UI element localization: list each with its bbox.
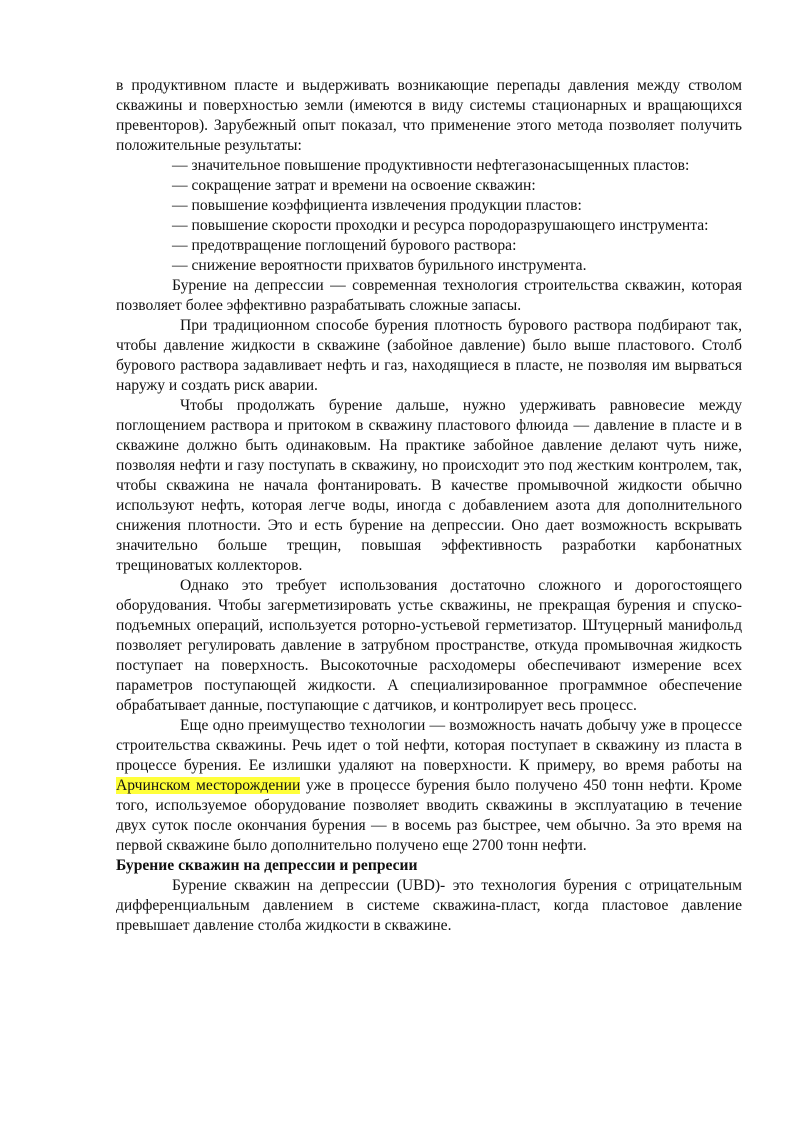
list-item: — сокращение затрат и времени на освоение скважин: — [172, 177, 536, 194]
paragraph-intro: в продуктивном пласте и выдерживать возникающие перепады давления между стволом скважины и поверхностью земли (имеются в виду системы стационарных и вращающихся превенторов). Зарубежный опыт показал, что применение этого метода позволяет получить положительные результаты: — [116, 77, 742, 154]
list-item: — повышение скорости проходки и ресурса породоразрушающего инструмента: — [172, 217, 709, 234]
document-page — [116, 76, 742, 936]
advantage-text-before: Еще одно преимущество технологии — возможность начать добычу уже в процессе строительства скважины. Речь идет о той нефти, которая поступает в скважину из пласта в процессе бурения. Ее излишки удаляют на поверхности. К примеру, во время работы на — [116, 717, 742, 774]
list-item: — предотвращение поглощений бурового раствора: — [172, 237, 517, 254]
list-item: — снижение вероятности прихватов бурильного инструмента. — [172, 257, 587, 274]
list-item: — значительное повышение продуктивности нефтегазонасыщенных пластов: — [172, 157, 690, 174]
highlighted-field-name: Арчинском месторождении — [116, 777, 301, 794]
list-item: — повышение коэффициента извлечения продукции пластов: — [172, 197, 582, 214]
paragraph-definition: Бурение на депрессии — современная технология строительства скважин, которая позволяет более эффективно разрабатывать сложные запасы. — [116, 277, 742, 314]
advantage-text-after: уже в процессе бурения было получено 450 тонн нефти. Кроме того, используемое оборудование позволяет вводить скважины в эксплуатацию в течение двух суток после окончания бурения — в восемь раз быстрее, чем обычно. За это время на первой скважине было дополнительно получено еще 2700 тонн нефти. — [116, 777, 742, 854]
section-heading: Бурение скважин на депрессии и репресии — [116, 857, 418, 874]
paragraph-ubd: Бурение скважин на депрессии (UBD)- это технология бурения с отрицательным дифференциальным давлением в системе скважина-пласт, когда пластовое давление превышает давление столба жидкости в скважине. — [116, 877, 742, 934]
paragraph-traditional: При традиционном способе бурения плотность бурового раствора подбирают так, чтобы давление жидкости в скважине (забойное давление) было выше пластового. Столб бурового раствора задавливает нефть и газ, находящиеся в пласте, не позволяя им вырваться наружу и создать риск аварии. — [116, 317, 742, 394]
paragraph-balance: Чтобы продолжать бурение дальше, нужно удерживать равновесие между поглощением раствора и притоком в скважину пластового флюида — давление в пласте и в скважине должно быть одинаковым. На практике забойное давление делают чуть ниже, позволяя нефти и газу поступать в скважину, но происходит это под жестким контролем, так, чтобы скважина не начала фонтанировать. В качестве промывочной жидкости обычно используют нефть, которая легче воды, иногда с добавлением азота для дополнительного снижения плотности. Это и есть бурение на депрессии. Оно дает возможность вскрывать значительно больше трещин, повышая эффективность разработки карбонатных трещиноватых коллекторов. — [116, 397, 742, 574]
paragraph-equipment: Однако это требует использования достаточно сложного и дорогостоящего оборудования. Чтобы загерметизировать устье скважины, не прекращая бурения и спуско-подъемных операций, используется роторно-устьевой герметизатор. Штуцерный манифольд позволяет регулировать давление в затрубном пространстве, откуда промывочная жидкость поступает на поверхность. Высокоточные расходомеры обеспечивают измерение всех параметров поступающей жидкости. А специализированное программное обеспечение обрабатывает данные, поступающие с датчиков, и контролирует весь процесс. — [116, 577, 742, 714]
paragraph-advantage — [116, 716, 742, 856]
